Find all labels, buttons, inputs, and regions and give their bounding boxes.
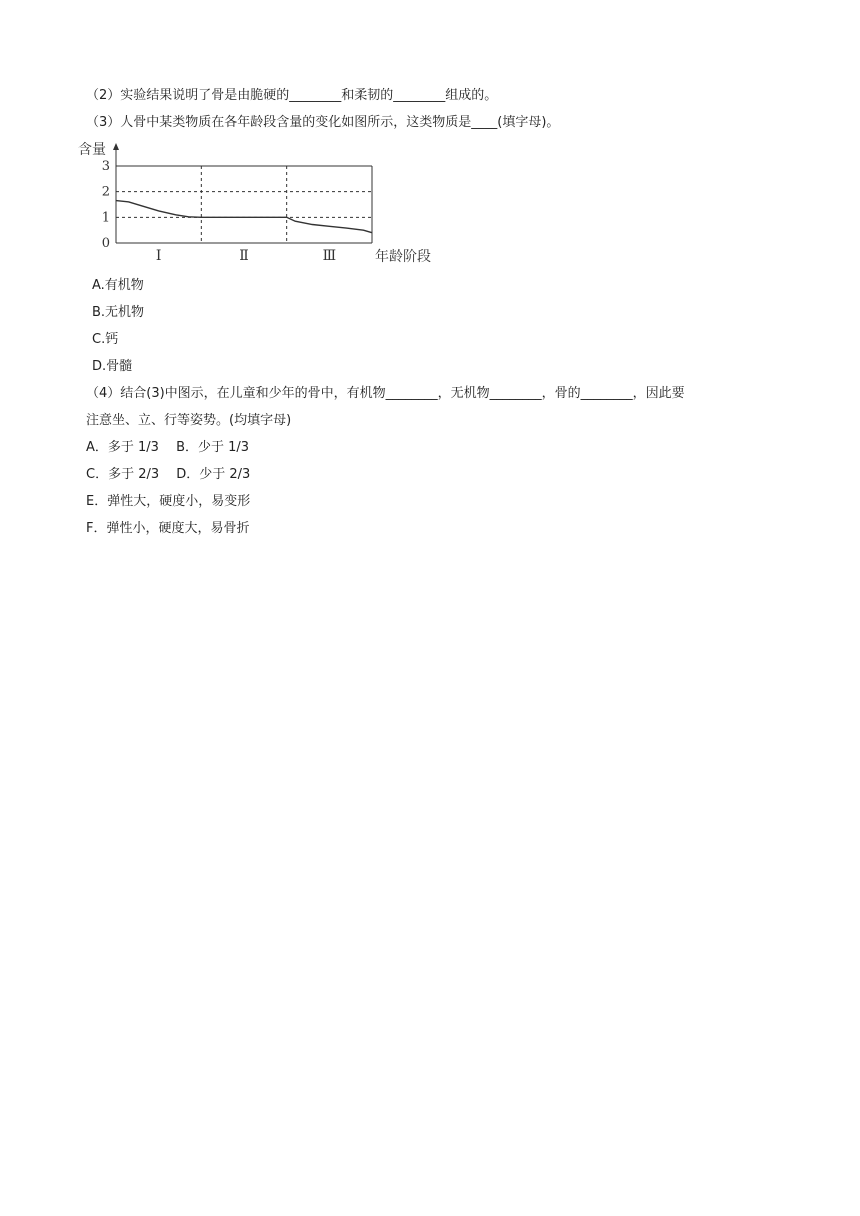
question-4-line-1: （4）结合(3)中图示，在儿童和少年的骨中，有机物________，无机物________，骨的________，因此要 xyxy=(86,386,685,401)
q3-option-c: C.钙 xyxy=(92,332,119,347)
q4-options-cd: C．多于 2/3 D．少于 2/3 xyxy=(86,467,251,482)
y-tick-label: 1 xyxy=(101,210,110,226)
y-axis-label: 含量 xyxy=(78,142,106,158)
y-tick-label: 3 xyxy=(101,159,110,174)
x-category-label: Ⅲ xyxy=(322,248,337,264)
q4-options-ab: A．多于 1/3 B．少于 1/3 xyxy=(86,440,250,455)
question-4-line-2: 注意坐、立、行等姿势。(均填字母) xyxy=(86,413,292,428)
q3-option-b: B.无机物 xyxy=(92,305,145,320)
x-axis-label: 年龄阶段 xyxy=(375,249,431,265)
question-2: （2）实验结果说明了骨是由脆硬的________和柔韧的________组成的。 xyxy=(86,88,498,103)
q4-option-e: E．弹性大，硬度小，易变形 xyxy=(86,494,251,509)
q3-option-a: A.有机物 xyxy=(92,278,144,293)
y-tick-label: 0 xyxy=(101,236,110,251)
question-3: （3）人骨中某类物质在各年龄段含量的变化如图所示，这类物质是____(填字母)。 xyxy=(86,115,560,130)
content-chart xyxy=(78,140,431,265)
q3-option-d: D.骨髓 xyxy=(92,359,133,374)
y-tick-label: 2 xyxy=(101,184,110,200)
data-curve xyxy=(116,201,372,233)
x-category-label: Ⅱ xyxy=(239,248,249,264)
y-axis-arrow xyxy=(113,143,119,150)
x-category-label: Ⅰ xyxy=(155,248,162,264)
q4-option-f: F．弹性小，硬度大，易骨折 xyxy=(86,521,250,536)
